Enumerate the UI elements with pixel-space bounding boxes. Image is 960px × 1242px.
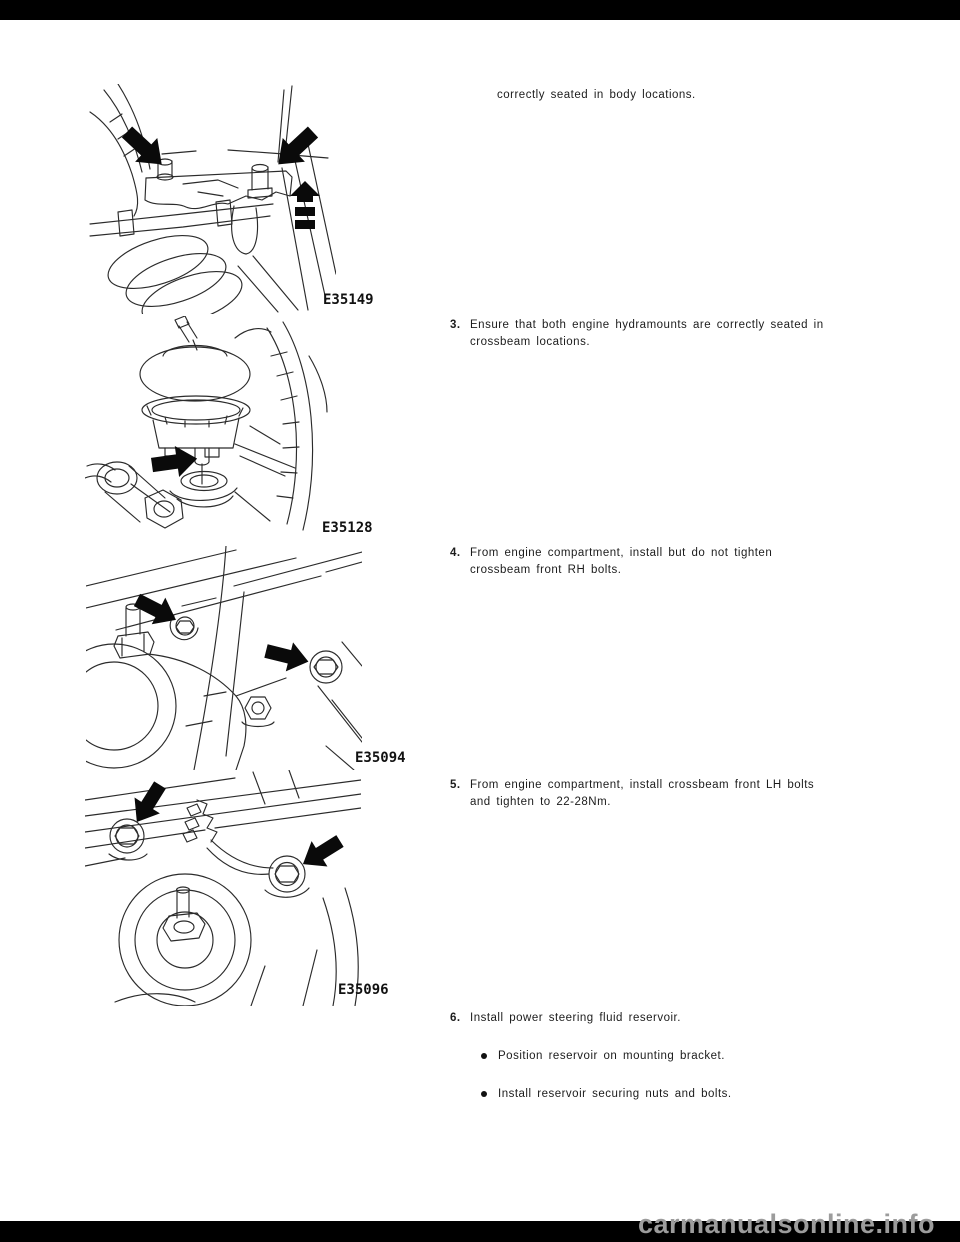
pointer-arrow-icon — [262, 636, 312, 676]
crossbeam-hole — [131, 426, 295, 521]
bullet-item — [481, 1048, 725, 1065]
step-text-line: Ensure that both engine hydramounts are correctly seated in — [470, 319, 824, 331]
figure-label: E35096 — [338, 982, 389, 998]
figure-e35094-illustration — [86, 546, 362, 770]
figure-engine-hydramount — [85, 316, 337, 540]
continuation-text: correctly seated in body locations. — [497, 89, 696, 101]
pointer-arrow-icon — [267, 120, 324, 176]
lh-bolt-2 — [265, 856, 309, 897]
pointer-arrow-icon — [116, 120, 173, 176]
figure-e35149-illustration — [88, 84, 336, 314]
rh-bolt-2 — [310, 651, 342, 683]
bullet-text: Position reservoir on mounting bracket. — [498, 1050, 725, 1062]
ribbed-panel — [235, 322, 327, 530]
step-text-line: From engine compartment, install crossbeam front LH bolts — [470, 779, 815, 791]
figure-label: E35149 — [323, 292, 374, 308]
figure-e35128-illustration — [85, 316, 337, 540]
pointer-arrow-icon — [130, 587, 183, 633]
figure-engine-mount-bracket — [88, 84, 336, 314]
step-number: 5. — [450, 779, 461, 791]
rail-lines — [86, 550, 362, 630]
bullet-item — [481, 1086, 732, 1103]
step-text-line: and tighten to 22-28Nm. — [470, 796, 611, 808]
step-number: 4. — [450, 547, 461, 559]
figure-e35096-illustration — [85, 770, 361, 1006]
step-text-line: From engine compartment, install but do not tighten — [470, 547, 773, 559]
pointer-arrow-icon — [295, 828, 348, 877]
engine-mount-stud — [86, 604, 176, 768]
bullet-dot-icon — [481, 1091, 487, 1097]
step-text-line: crossbeam front RH bolts. — [470, 564, 622, 576]
watermark-text: carmanualsonline.info — [637, 1209, 935, 1239]
step-number: 3. — [450, 319, 461, 331]
step-text-line: crossbeam locations. — [470, 336, 591, 348]
bullet-text: Install reservoir securing nuts and bolts. — [498, 1088, 732, 1100]
figure-crossbeam-rh-bolts — [86, 546, 362, 770]
hex-nut — [242, 697, 274, 727]
step-number: 6. — [450, 1012, 461, 1024]
step-5 — [450, 777, 814, 811]
step-text-line: Install power steering fluid reservoir. — [470, 1012, 681, 1024]
wiring-clip — [183, 800, 273, 874]
step-3 — [450, 317, 824, 351]
hose-fitting — [85, 462, 183, 528]
step-4 — [450, 545, 772, 579]
vent-tube — [175, 316, 197, 350]
figure-label: E35128 — [322, 520, 373, 536]
steering-rack — [90, 200, 273, 254]
figure-crossbeam-lh-bolts — [85, 770, 361, 1006]
engine-mount-round — [119, 874, 251, 1006]
bullet-dot-icon — [481, 1053, 487, 1059]
figure-label: E35094 — [355, 750, 406, 766]
bracket-edge — [148, 546, 286, 770]
top-black-bar — [0, 0, 960, 20]
corner-lines — [115, 888, 358, 1006]
step-6 — [450, 1010, 681, 1027]
pointer-arrow-icon — [150, 443, 199, 480]
coil-spring — [102, 225, 298, 314]
pointer-arrow-icon — [124, 777, 173, 830]
